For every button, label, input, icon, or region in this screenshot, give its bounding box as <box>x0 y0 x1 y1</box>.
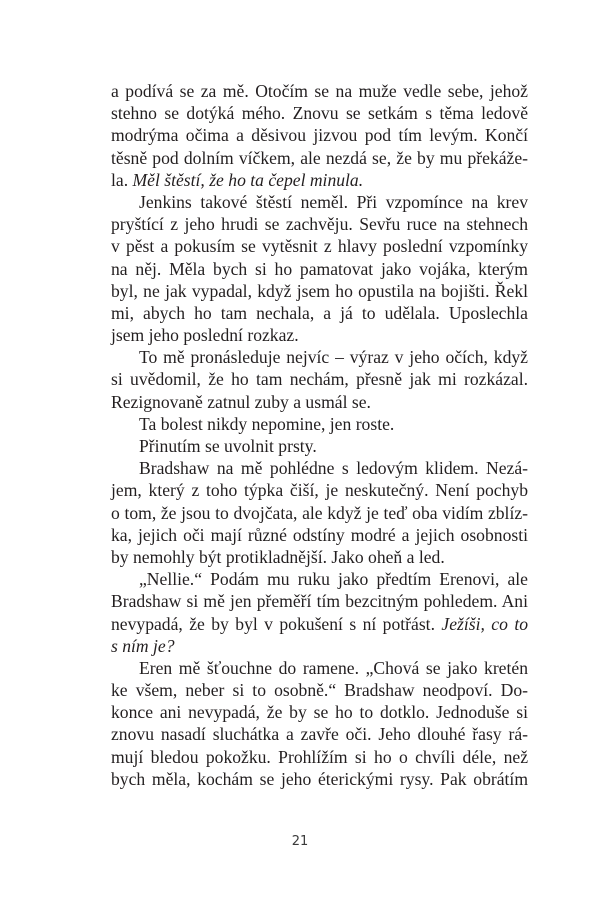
text-line <box>111 457 528 479</box>
text-line-content: jsem jeho poslední rozkaz. <box>111 325 299 346</box>
italic-thought: Ježíši, co to <box>441 613 528 634</box>
text-line <box>111 435 528 457</box>
text-line-content: o tom, že jsou to dvojčata, ale když je teď oba vidím zblíz- <box>111 502 528 523</box>
text-line <box>111 413 528 435</box>
text-line-content: To mě pronásleduje nejvíc – výraz v jeho očích, když <box>139 347 528 368</box>
text-line <box>111 80 528 102</box>
text-line <box>111 502 528 524</box>
text-line <box>111 280 528 302</box>
text-line-content: těsně pod dolním víčkem, ale nezdá se, že by mu překáže- <box>111 147 528 168</box>
text-line <box>111 169 528 191</box>
italic-thought: Měl štěstí, že ho ta čepel minula. <box>132 169 364 190</box>
text-line-content: Bradshaw na mě pohlédne s ledovým klidem. Nezá- <box>139 458 528 479</box>
text-line <box>111 324 528 346</box>
text-line <box>111 147 528 169</box>
text-line-content: la. <box>111 169 133 190</box>
text-line-content: pryštící z jeho hrudi se zachvěju. Sevřu ruce na stehnech <box>111 214 528 235</box>
text-line <box>111 568 528 590</box>
text-line <box>111 613 528 635</box>
text-line-content: „Nellie.“ Podám mu ruku jako předtím Erenovi, ale <box>139 569 528 590</box>
text-line <box>111 235 528 257</box>
text-line-content: bych měla, kochám se jeho éterickými rysy. Pak obrátím <box>111 768 528 789</box>
text-line <box>111 746 528 768</box>
text-line <box>111 479 528 501</box>
text-line-content: ke všem, neber si to osobně.“ Bradshaw neodpoví. Do- <box>111 680 528 701</box>
text-line-content: Jenkins takové štěstí neměl. Při vzpomínce na krev <box>139 191 528 212</box>
text-line <box>111 302 528 324</box>
text-line-content: v pěst a pokusím se vytěsnit z hlavy poslední vzpomínky <box>111 236 528 257</box>
text-line-content: by nemohly být protikladnější. Jako oheň a led. <box>111 546 445 567</box>
text-line-content: Rezignovaně zatnul zuby a usmál se. <box>111 391 371 412</box>
text-line-content: mi, abych ho tam nechala, a já to udělala. Uposlechla <box>111 302 528 323</box>
text-line-content: Přinutím se uvolnit prsty. <box>139 436 317 456</box>
text-line-content: na něj. Měla bych si ho pamatovat jako vojáka, kterým <box>111 258 528 279</box>
body-text <box>111 80 528 790</box>
text-line <box>111 679 528 701</box>
text-line <box>111 124 528 146</box>
text-line <box>111 723 528 745</box>
text-line-content: mují bledou pokožku. Prohlížím si ho o chvíli déle, než <box>111 746 528 767</box>
text-line-content: znovu nasadí sluchátka a zavře oči. Jeho dlouhé řasy rá- <box>111 724 528 745</box>
text-line <box>111 368 528 390</box>
text-line-content: a podívá se za mě. Otočím se na muže vedle sebe, jehož <box>111 81 528 101</box>
text-line-content: ka, jejich oči mají různé odstíny modré a jejich osobnosti <box>111 524 528 545</box>
text-line <box>111 768 528 790</box>
text-line <box>111 191 528 213</box>
text-line <box>111 546 528 568</box>
text-line-content: stehno se dotýká mého. Znovu se setkám s těma ledově <box>111 103 528 124</box>
text-line-content: konce ani nevypadá, že by se ho to dotklo. Jednoduše si <box>111 702 528 723</box>
text-line <box>111 346 528 368</box>
text-line <box>111 657 528 679</box>
text-line <box>111 391 528 413</box>
text-line-content: jem, který z toho týpka čiší, je neskutečný. Není pochyb <box>111 480 528 501</box>
text-line <box>111 701 528 723</box>
text-line-content: Ta bolest nikdy nepomine, jen roste. <box>139 413 395 434</box>
text-line-content: Bradshaw si mě jen přeměří tím bezcitným pohledem. Ani <box>111 591 528 612</box>
italic-thought: s ním je? <box>111 635 175 656</box>
text-line-content: si uvědomil, že ho tam nechám, přesně jak mi rozkázal. <box>111 369 528 390</box>
page-number: 21 <box>291 834 309 849</box>
text-line <box>111 213 528 235</box>
text-line-content: byl, ne jak vypadal, když jsem ho opustila na bojišti. Řekl <box>111 280 528 301</box>
text-line <box>111 258 528 280</box>
text-line-content: modrýma očima a děsivou jizvou pod tím levým. Končí <box>111 125 528 146</box>
text-line <box>111 524 528 546</box>
text-line-content: nevypadá, že by byl v pokušení s ní potřást. <box>111 613 442 634</box>
text-line-content: Eren mě šťouchne do ramene. „Chová se jako kretén <box>139 657 528 678</box>
text-line <box>111 590 528 612</box>
text-line <box>111 635 528 657</box>
text-line <box>111 102 528 124</box>
